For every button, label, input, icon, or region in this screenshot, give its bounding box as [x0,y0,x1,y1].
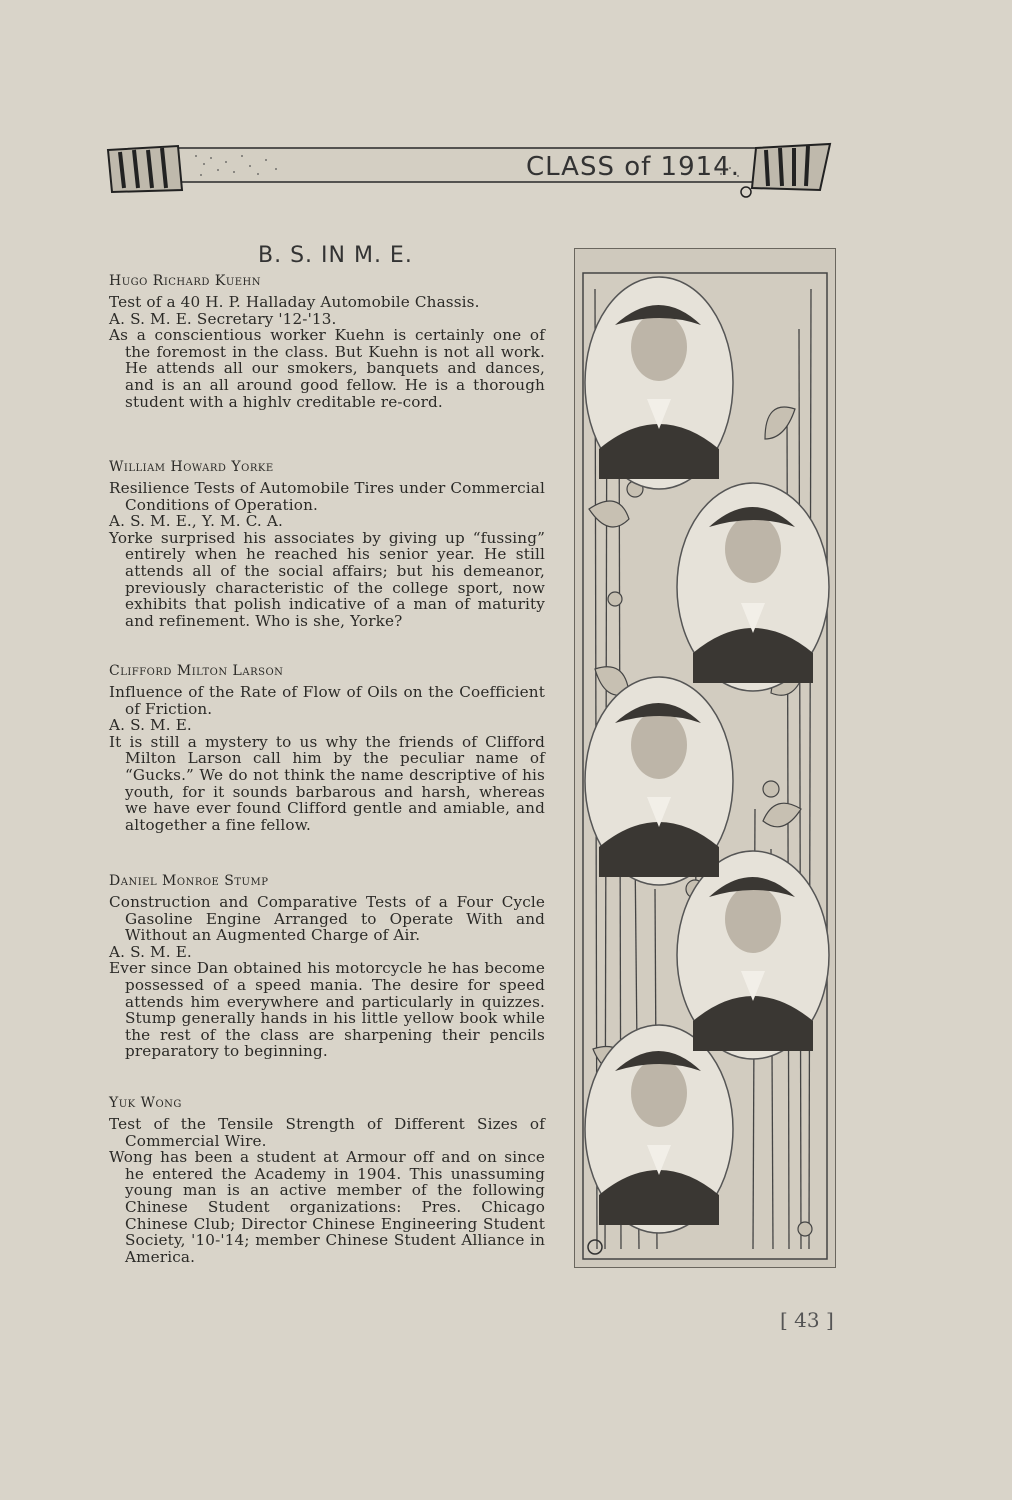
student-entry [109,662,545,833]
student-name: Yuk Wong [109,1095,182,1111]
student-name: Clifford Milton Larson [109,663,284,679]
portrait-panel [574,248,836,1268]
affiliations: A. S. M. E., Y. M. C. A. [109,512,283,531]
section-title: B. S. IN M. E. [258,243,413,268]
thesis-title: Test of the Tensile Strength of Different Sizes of Commercial Wire. [109,1115,545,1150]
affiliations: A. S. M. E. Secretary '12-'13. [109,309,337,328]
page-header-banner [106,142,832,198]
thesis-title: Influence of the Rate of Flow of Oils on the Coefficient of Friction. [109,683,545,718]
thesis-title: Test of a 40 H. P. Halladay Automobile Chassis. [109,293,480,311]
student-entry [109,1094,545,1265]
biography: Ever since Dan obtained his motorcycle he has become possessed of a speed mania. The desire for speed attends him everywhere and particularly in quizzes. Stump generally hands in his little yellow book while the rest of the class are sharpening their pencils preparatory to beginning. [109,959,545,1061]
student-name: Hugo Richard Kuehn [109,273,262,289]
biography: As a conscientious worker Kuehn is certainly one of the foremost in the class. But Kuehn is not all work. He attends all our smokers, banquets and dances, and is an all around good fellow. He is a thorough student with a highlv creditable re-cord. [109,326,545,411]
biography: It is still a mystery to us why the friends of Clifford Milton Larson call him by the peculiar name of “Gucks.” We do not think the name descriptive of his youth, for it sounds barbarous and harsh, whereas we have ever found Clifford gentle and amiable, and altogether a fine fellow. [109,732,545,834]
student-entry [109,272,545,410]
student-name: Daniel Monroe Stump [109,873,269,889]
page-number: [ 43 ] [780,1308,834,1332]
affiliations: A. S. M. E. [109,716,192,735]
biography: Wong has been a student at Armour off and on since he entered the Academy in 1904. This unassuming young man is an active member of the following Chinese Student organizations: Pres. Chicago Chinese Club; Director Chinese Engineering Student Society, '10-'14; member Chinese Student Alliance in America. [109,1148,545,1266]
thesis-title: Construction and Comparative Tests of a Four Cycle Gasoline Engine Arranged to Operate With and Without an Augmented Charge of Air. [109,893,545,945]
student-entry [109,872,545,1060]
student-entry [109,458,545,629]
affiliations: A. S. M. E. [109,942,192,961]
header-title: CLASS of 1914. [525,152,740,182]
student-name: William Howard Yorke [109,459,274,475]
biography: Yorke surprised his associates by giving up “fussing” entirely when he reached his senior year. He still attends all of the social affairs; but his demeanor, previously characteristic of the college sport, now exhibits that polish indicative of a man of maturity and refinement. Who is she, Yorke? [109,528,545,630]
thesis-title: Resilience Tests of Automobile Tires under Commercial Conditions of Operation. [109,479,545,514]
floral-border-artwork [575,249,835,1267]
